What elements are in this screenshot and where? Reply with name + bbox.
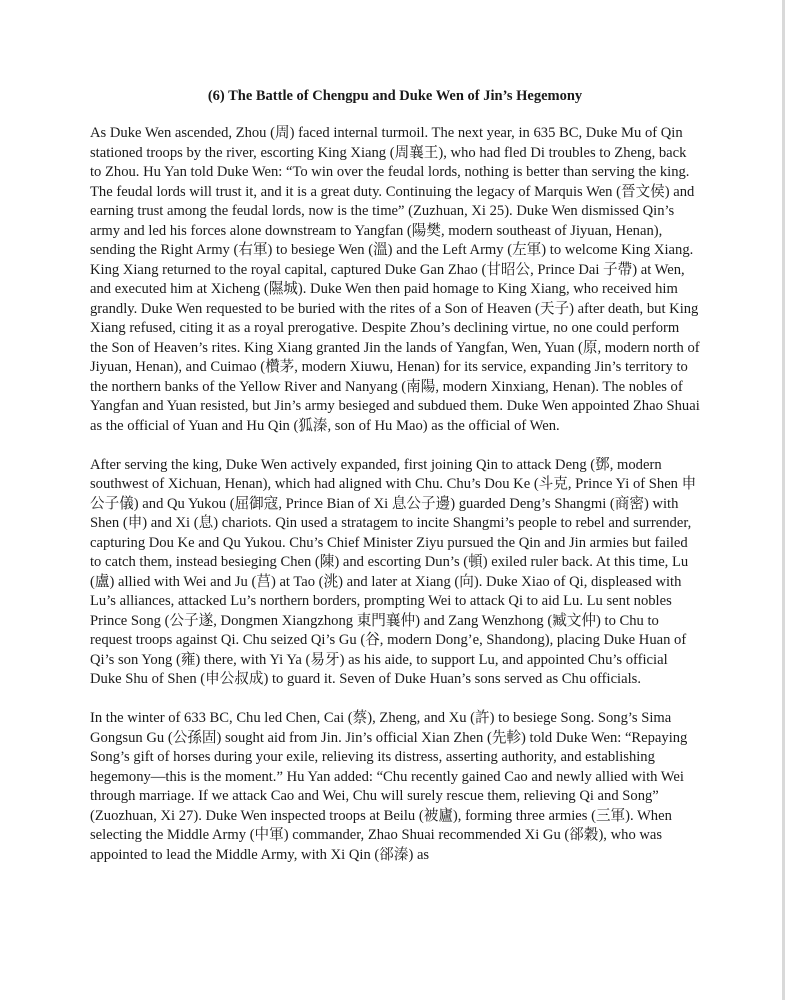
paragraph: As Duke Wen ascended, Zhou (周) faced internal turmoil. The next year, in 635 BC, Duke Mu of Qin stationed troops by the river, escorting King Xiang (周襄王), who had fled Di troubles to Zheng, back to Zhou. Hu Yan told Duke Wen: “To win over the feudal lords, nothing is better than serving the king. The feudal lords will trust it, and it is a great duty. Continuing the legacy of Marquis Wen (晉文侯) and earning trust among the feudal lords, now is the time” (Zuzhuan, Xi 25). Duke Wen dismissed Qin’s army and led his forces alone downstream to Yangfan (陽樊, modern southeast of Jiyuan, Henan), sending the Right Army (右軍) to besiege Wen (溫) and the Left Army (左軍) to welcome King Xiang. King Xiang returned to the royal capital, captured Duke Gan Zhao (甘昭公, Prince Dai 子帶) at Wen, and executed him at Xicheng (隰城). Duke Wen then paid homage to King Xiang, who received him grandly. Duke Wen requested to be buried with the rites of a Son of Heaven (天子) after death, but King Xiang refused, citing it as a royal prerogative. Despite Zhou’s declining virtue, no one could perform the Son of Heaven’s rites. King Xiang granted Jin the lands of Yangfan, Wen, Yuan (原, modern north of Jiyuan, Henan), and Cuimao (欑茅, modern Xiuwu, Henan) for its service, expanding Jin’s territory to the northern banks of the Yellow River and Nanyang (南陽, modern Xinxiang, Henan). The nobles of Yangfan and Yuan resisted, but Jin’s army besieged and subdued them. Duke Wen appointed Zhao Shuai as the official of Yuan and Hu Qin (狐溱, son of Hu Mao) as the official of Wen. <box>90 125 700 434</box>
paragraph: After serving the king, Duke Wen actively expanded, first joining Qin to attack Deng (鄧, modern southwest of Xichuan, Henan), which had aligned with Chu. Chu’s Dou Ke (斗克, Prince Yi of Shen 申公子儀) and Qu Yukou (屈御寇, Prince Bian of Xi 息公子邊) guarded Deng’s Shangmi (商密) with Shen (申) and Xi (息) chariots. Qin used a stratagem to incite Shangmi’s people to rebel and surrender, capturing Dou Ke and Qu Yukou. Chu’s Chief Minister Ziyu pursued the Qin and Jin armies but failed to catch them, instead besieging Chen (陳) and escorting Dun’s (頓) exiled ruler back. At this time, Lu (盧) allied with Wei and Ju (莒) at Tao (洮) and later at Xiang (向). Duke Xiao of Qi, displeased with Lu’s alliances, attacked Lu’s northern borders, prompting Wei to attack Qi to aid Lu. Lu sent nobles Prince Song (公子遂, Dongmen Xiangzhong 東門襄仲) and Zang Wenzhong (臧文仲) to Chu to request troops against Qi. Chu seized Qi’s Gu (谷, modern Dong’e, Shandong), placing Duke Huan of Qi’s son Yong (雍) there, with Yi Ya (易牙) as his aide, to support Lu, and appointed Chu’s official Duke Shu of Shen (申公叔成) to guard it. Seven of Duke Huan’s sons served as Chu officials. <box>90 456 697 687</box>
section-title: (6) The Battle of Chengpu and Duke Wen of Jin’s Hegemony <box>207 88 583 104</box>
document-page <box>90 86 700 885</box>
paragraph: In the winter of 633 BC, Chu led Chen, Cai (蔡), Zheng, and Xu (許) to besiege Song. Song’s Sima Gongsun Gu (公孫固) sought aid from Jin. Jin’s official Xian Zhen (先軫) told Duke Wen: “Repaying Song’s gift of horses during your exile, relieving its distress, asserting authority, and establishing hegemony—this is the moment.” Hu Yan added: “Chu recently gained Cao and newly allied with Wei through marriage. If we attack Cao and Wei, Chu will surely rescue them, relieving Qi and Song” (Zuozhuan, Xi 27). Duke Wen inspected troops at Beilu (被廬), forming three armies (三軍). When selecting the Middle Army (中軍) commander, Zhao Shuai recommended Xi Gu (郤穀), who was appointed to lead the Middle Army, with Xi Qin (郤溱) as <box>90 710 688 863</box>
